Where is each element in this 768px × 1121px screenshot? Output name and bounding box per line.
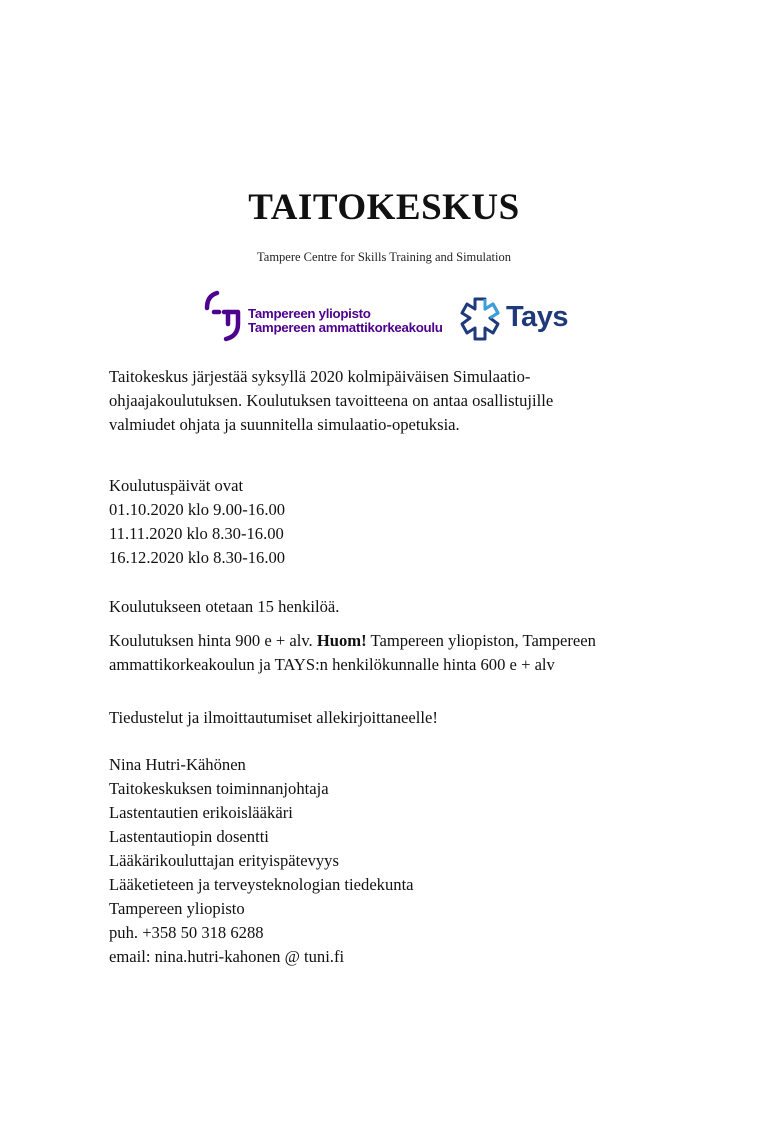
tuni-logo-line2: Tampereen ammattikorkeakoulu [248, 320, 443, 335]
intro-line: Taitokeskus järjestää syksyllä 2020 kolmipäiväisen Simulaatio- [109, 367, 531, 386]
price-line-2: ammattikorkeakoulun ja TAYS:n henkilökunnalle hinta 600 e + alv [109, 655, 555, 674]
signature-title: Taitokeskuksen toiminnanjohtaja [109, 779, 329, 798]
tays-logo-text: Tays [506, 301, 568, 333]
signature-phone: puh. +358 50 318 6288 [109, 923, 264, 942]
tuni-logo-line1: Tampereen yliopisto [248, 306, 371, 321]
signature-title: Lastentautien erikoislääkäri [109, 803, 293, 822]
page-title: TAITOKESKUS [248, 187, 520, 228]
signature-block [109, 753, 689, 969]
training-date: 16.12.2020 klo 8.30-16.00 [109, 548, 286, 567]
price-note-emphasis: Huom! [316, 631, 367, 650]
training-days-heading: Koulutuspäivät ovat [109, 476, 244, 495]
price-line-1 [109, 629, 689, 653]
logo-bar [204, 288, 584, 348]
participants-paragraph: Koulutukseen otetaan 15 henkilöä. [109, 597, 340, 616]
training-date: 11.11.2020 klo 8.30-16.00 [109, 524, 284, 543]
tampere-university-mark-icon [204, 290, 244, 342]
tays-star-of-life-icon [458, 296, 502, 342]
tays-logo [458, 294, 578, 344]
signature-organization: Tampereen yliopisto [109, 899, 245, 918]
price-text: Koulutuksen hinta 900 e + alv. [109, 631, 317, 650]
signature-title: Lääketieteen ja terveysteknologian tiedekunta [109, 875, 414, 894]
page-subtitle: Tampere Centre for Skills Training and Simulation [257, 250, 511, 264]
signature-title: Lääkärikouluttajan erityispätevyys [109, 851, 339, 870]
price-paragraph [109, 629, 689, 677]
signature-title: Lastentautiopin dosentti [109, 827, 269, 846]
intro-line: ohjaajakoulutuksen. Koulutuksen tavoitteena on antaa osallistujille [109, 391, 554, 410]
intro-paragraph [109, 365, 689, 437]
signature-name: Nina Hutri-Kähönen [109, 755, 246, 774]
intro-line: valmiudet ohjata ja suunnitella simulaatio-opetuksia. [109, 415, 460, 434]
price-discount-text: Tampereen yliopiston, Tampereen [366, 631, 596, 650]
training-days-section [109, 474, 689, 570]
tampere-university-logo [204, 288, 444, 346]
signature-email: email: nina.hutri-kahonen @ tuni.fi [109, 947, 345, 966]
inquiries-paragraph: Tiedustelut ja ilmoittautumiset allekirjoittaneelle! [109, 708, 438, 727]
training-date: 01.10.2020 klo 9.00-16.00 [109, 500, 286, 519]
